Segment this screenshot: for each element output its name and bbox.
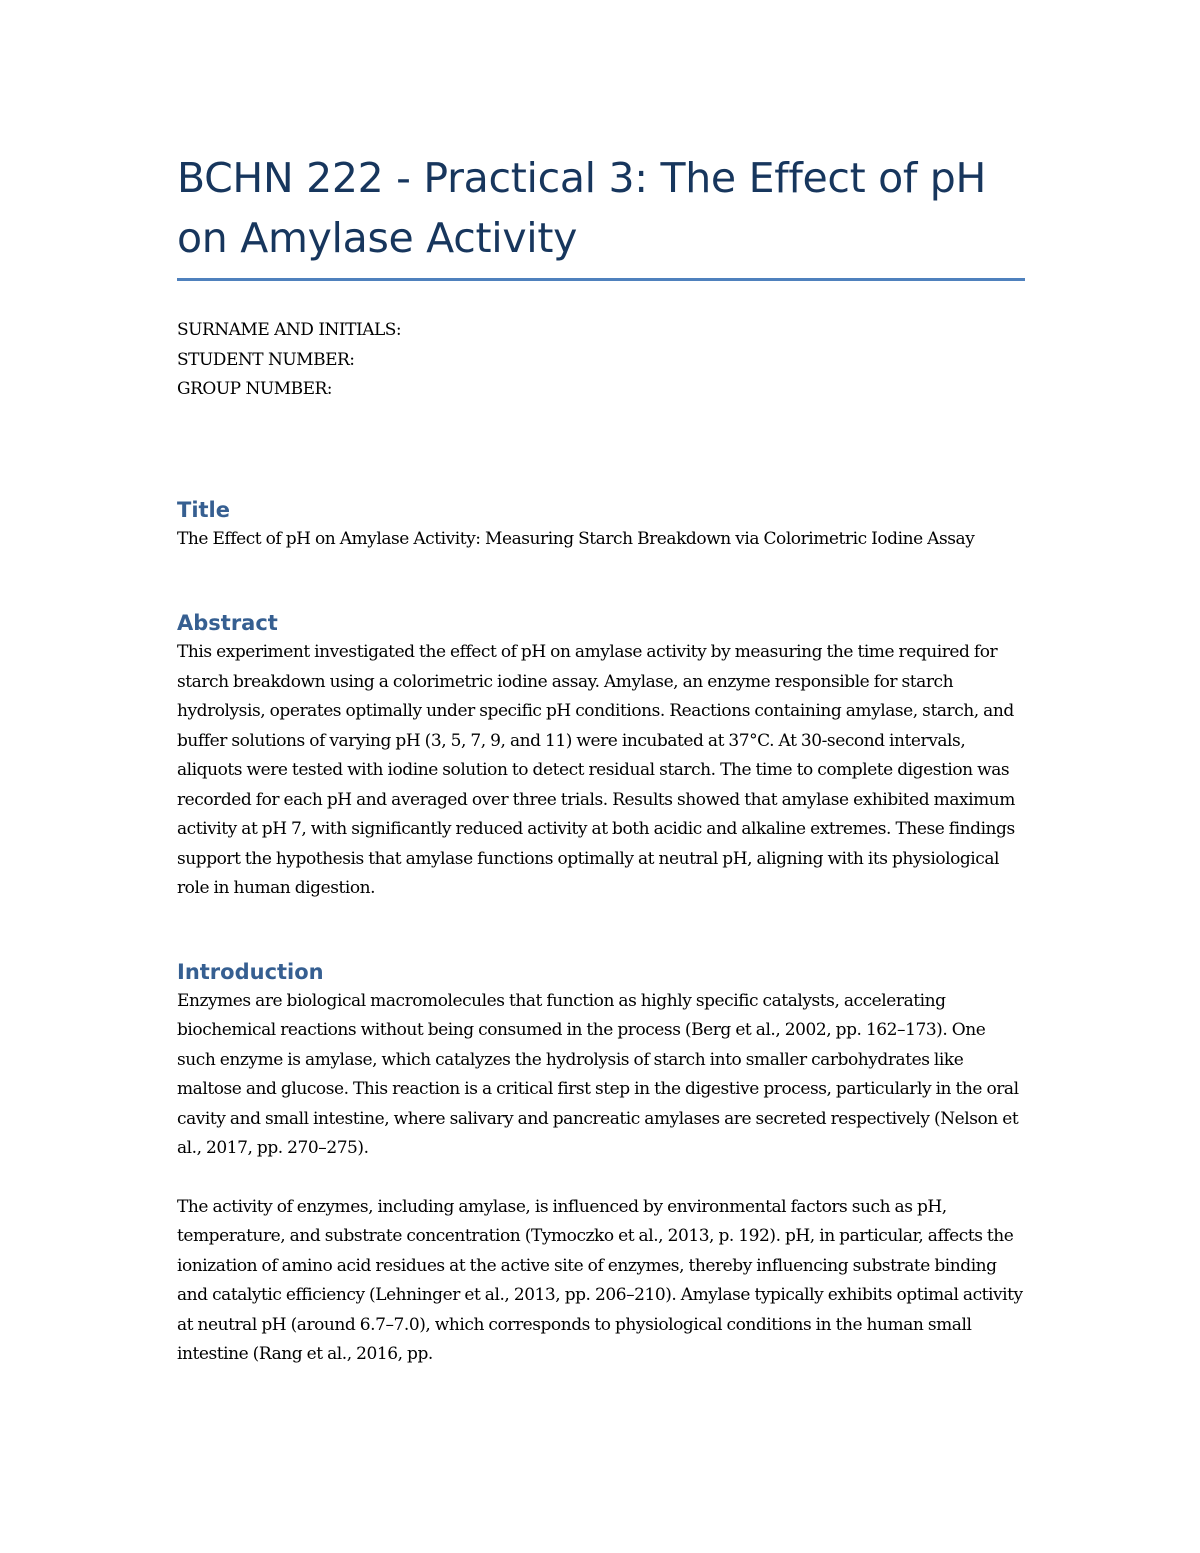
abstract-paragraph: This experiment investigated the effect of pH on amylase activity by measuring the time required for starch breakdown using a colorimetric iodine assay. Amylase, an enzyme responsible for starch hydrolysis, operates optimally under specific pH conditions. Reactions containing amylase, starch, and buffer solutions of varying pH (3, 5, 7, 9, and 11) were incubated at 37°C. At 30-second intervals, aliquots were tested with iodine solution to detect residual starch. The time to complete digestion was recorded for each pH and averaged over three trials. Results showed that amylase exhibited maximum activity at pH 7, with significantly reduced activity at both acidic and alkaline extremes. These findings support the hypothesis that amylase functions optimally at neutral pH, aligning with its physiological role in human digestion. [177, 642, 1015, 898]
section-introduction [177, 957, 1025, 1370]
report-title-text: The Effect of pH on Amylase Activity: Measuring Starch Breakdown via Colorimetric Iodine Assay [177, 528, 975, 549]
student-number-label: STUDENT NUMBER: [177, 349, 355, 370]
section-heading-introduction: Introduction [177, 959, 324, 984]
introduction-paragraph-2: The activity of enzymes, including amylase, is influenced by environmental factors such as pH, temperature, and substrate concentration (Tymoczko et al., 2013, p. 192). pH, in particular, affects the ionization of amino acid residues at the active site of enzymes, thereby influencing substrate binding and catalytic efficiency (Lehninger et al., 2013, pp. 206–210). Amylase typically exhibits optimal activity at neutral pH (around 6.7–7.0), which corresponds to physiological conditions in the human small intestine (Rang et al., 2016, pp. [177, 1196, 1023, 1364]
student-info-block [177, 316, 1025, 405]
document-content [177, 148, 1025, 1370]
section-heading-title: Title [177, 497, 231, 522]
section-heading-abstract: Abstract [177, 611, 278, 635]
document-title: BCHN 222 - Practical 3: The Effect of pH on Amylase Activity [177, 154, 987, 262]
group-number-label: GROUP NUMBER: [177, 379, 333, 399]
section-abstract [177, 608, 1025, 904]
section-title [177, 495, 1025, 555]
title-underline-rule [177, 278, 1025, 281]
surname-label: SURNAME AND INITIALS: [177, 320, 402, 340]
introduction-paragraph-1: Enzymes are biological macromolecules that function as highly specific catalysts, accelerating biochemical reactions without being consumed in the process (Berg et al., 2002, pp. 162–173). One such enzyme is amylase, which catalyzes the hydrolysis of starch into smaller carbohydrates like maltose and glucose. This reaction is a critical first step in the digestive process, particularly in the oral cavity and small intestine, where salivary and pancreatic amylases are secreted respectively (Nelson et al., 2017, pp. 270–275). [177, 990, 1019, 1158]
